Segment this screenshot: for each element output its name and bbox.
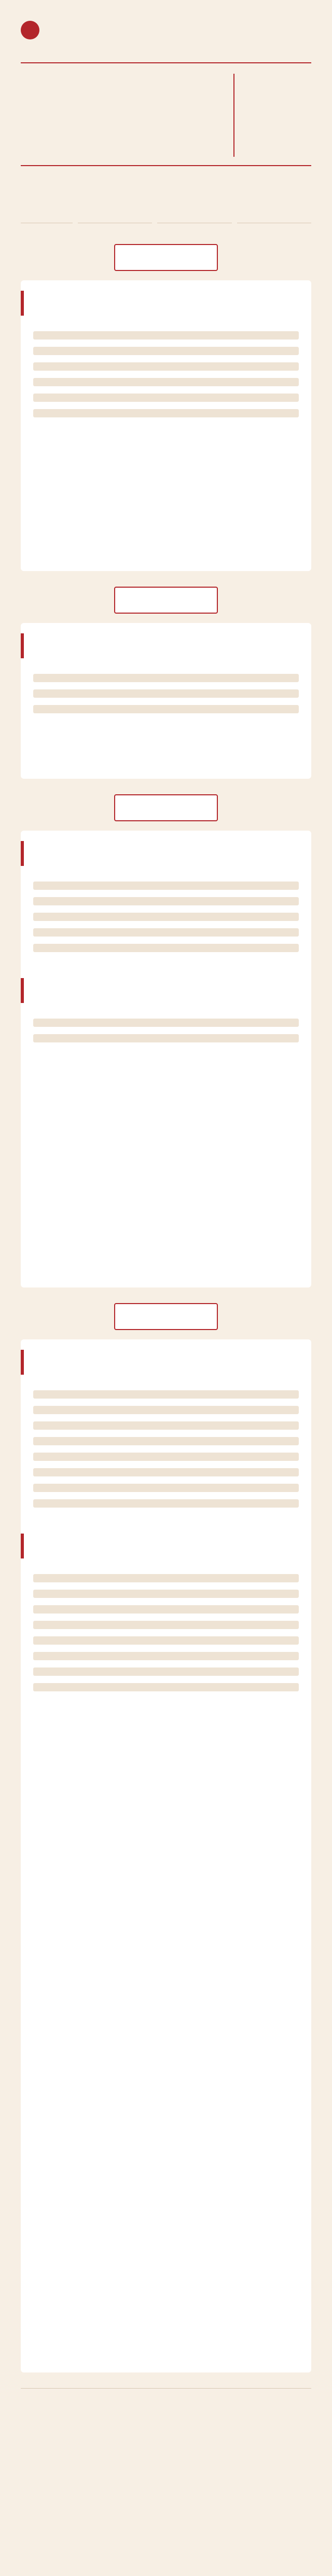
card-body <box>21 658 311 729</box>
card-title <box>21 291 311 316</box>
card-body <box>21 866 311 968</box>
article-card <box>21 1339 311 2372</box>
logo-wordmark <box>45 21 138 39</box>
card-body <box>21 316 311 433</box>
section-header <box>114 587 218 614</box>
card-body <box>21 1003 311 1058</box>
card-body <box>21 1375 311 1523</box>
page-title <box>21 79 228 146</box>
disclaimer-footer <box>21 2388 311 2554</box>
card-title <box>21 1534 311 1558</box>
article-card <box>21 623 311 779</box>
section-header <box>114 794 218 821</box>
title-block <box>21 62 311 166</box>
index-cell <box>237 177 311 223</box>
section-header <box>114 1303 218 1330</box>
market-index-strip <box>21 177 311 223</box>
card-title <box>21 978 311 1003</box>
date-box <box>233 74 311 157</box>
article-card <box>21 831 311 1287</box>
section-header <box>114 244 218 271</box>
card-title <box>21 1350 311 1375</box>
article-card <box>21 280 311 571</box>
index-cell <box>157 177 231 223</box>
index-cell <box>78 177 152 223</box>
brand-logo <box>21 18 311 43</box>
card-body <box>21 1558 311 1707</box>
logo-mark-icon <box>21 21 39 39</box>
index-row-label <box>21 177 73 223</box>
card-title <box>21 633 311 658</box>
card-title <box>21 841 311 866</box>
